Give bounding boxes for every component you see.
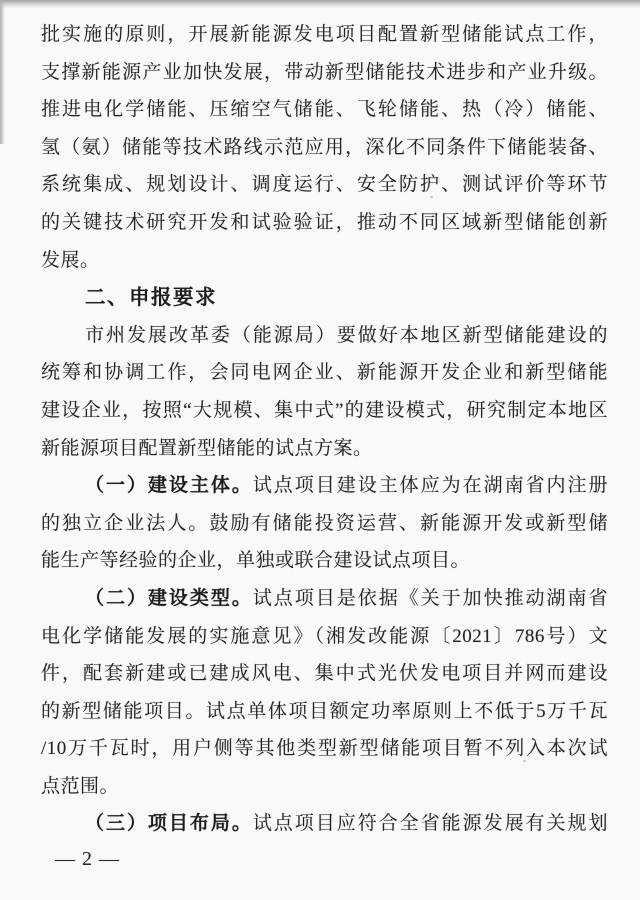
text-line: 的独立企业法人。鼓励有储能投资运营、新能源开发或新型储 xyxy=(41,512,608,534)
text-line: 件，配套新建或已建成风电、集中式光伏发电项目并网而建设 xyxy=(41,663,608,685)
line-text: 试点项目建设主体应为在湖南省内注册 xyxy=(252,475,608,497)
text-line: 建设企业，按照“大规模、集中式”的建设模式，研究制定本地区 xyxy=(41,399,608,421)
text-line: 氢（氨）储能等技术路线示范应用，深化不同条件下储能装备、 xyxy=(41,136,608,158)
page-number: — 2 — xyxy=(55,848,120,870)
text-line xyxy=(41,805,608,843)
line-text: 试点项目应符合全省能源发展有关规划 xyxy=(252,813,608,835)
text-line: 发展。 xyxy=(41,249,100,271)
text-line xyxy=(41,467,608,505)
text-line: 批实施的原则，开展新能源发电项目配置新型储能试点工作， xyxy=(41,24,608,45)
scan-edge-top xyxy=(0,0,640,8)
text-line: 电化学储能发展的实施意见》（湘发改能源〔2021〕786号）文 xyxy=(41,625,608,647)
text-line: 点范围。 xyxy=(41,775,120,797)
scan-edge-left xyxy=(0,0,5,144)
document-body xyxy=(41,16,608,843)
text-line: 支撑新能源产业加快发展，带动新型储能技术进步和产业升级。 xyxy=(41,61,608,83)
text-line: 新能源项目配置新型储能的试点方案。 xyxy=(41,437,373,459)
text-line: 推进电化学储能、压缩空气储能、飞轮储能、热（冷）储能、 xyxy=(41,99,608,121)
section-heading: 二、申报要求 xyxy=(85,286,217,310)
clause-label: （三）项目布局。 xyxy=(85,813,253,835)
clause-label: （二）建设类型。 xyxy=(85,587,253,609)
line-text: 试点项目是依据《关于加快推动湖南省 xyxy=(252,587,608,609)
text-line: 系统集成、规划设计、调度运行、安全防护、测试评价等环节 xyxy=(41,174,608,196)
text-line: 的关键技术研究开发和试验验证，推动不同区域新型储能创新 xyxy=(41,211,608,233)
text-line: 能生产等经验的企业，单独或联合建设试点项目。 xyxy=(41,550,471,572)
text-line xyxy=(41,580,608,618)
text-line: /10万千瓦时，用户侧等其他类型新型储能项目暂不列入本次试 xyxy=(41,738,608,760)
text-line: 统筹和协调工作，会同电网企业、新能源开发企业和新型储能 xyxy=(41,362,608,384)
text-line: 的新型储能项目。试点单体项目额定功率原则上不低于5万千瓦 xyxy=(41,700,608,722)
text-line: 市州发展改革委（能源局）要做好本地区新型储能建设的 xyxy=(85,324,608,346)
clause-label: （一）建设主体。 xyxy=(85,475,253,497)
